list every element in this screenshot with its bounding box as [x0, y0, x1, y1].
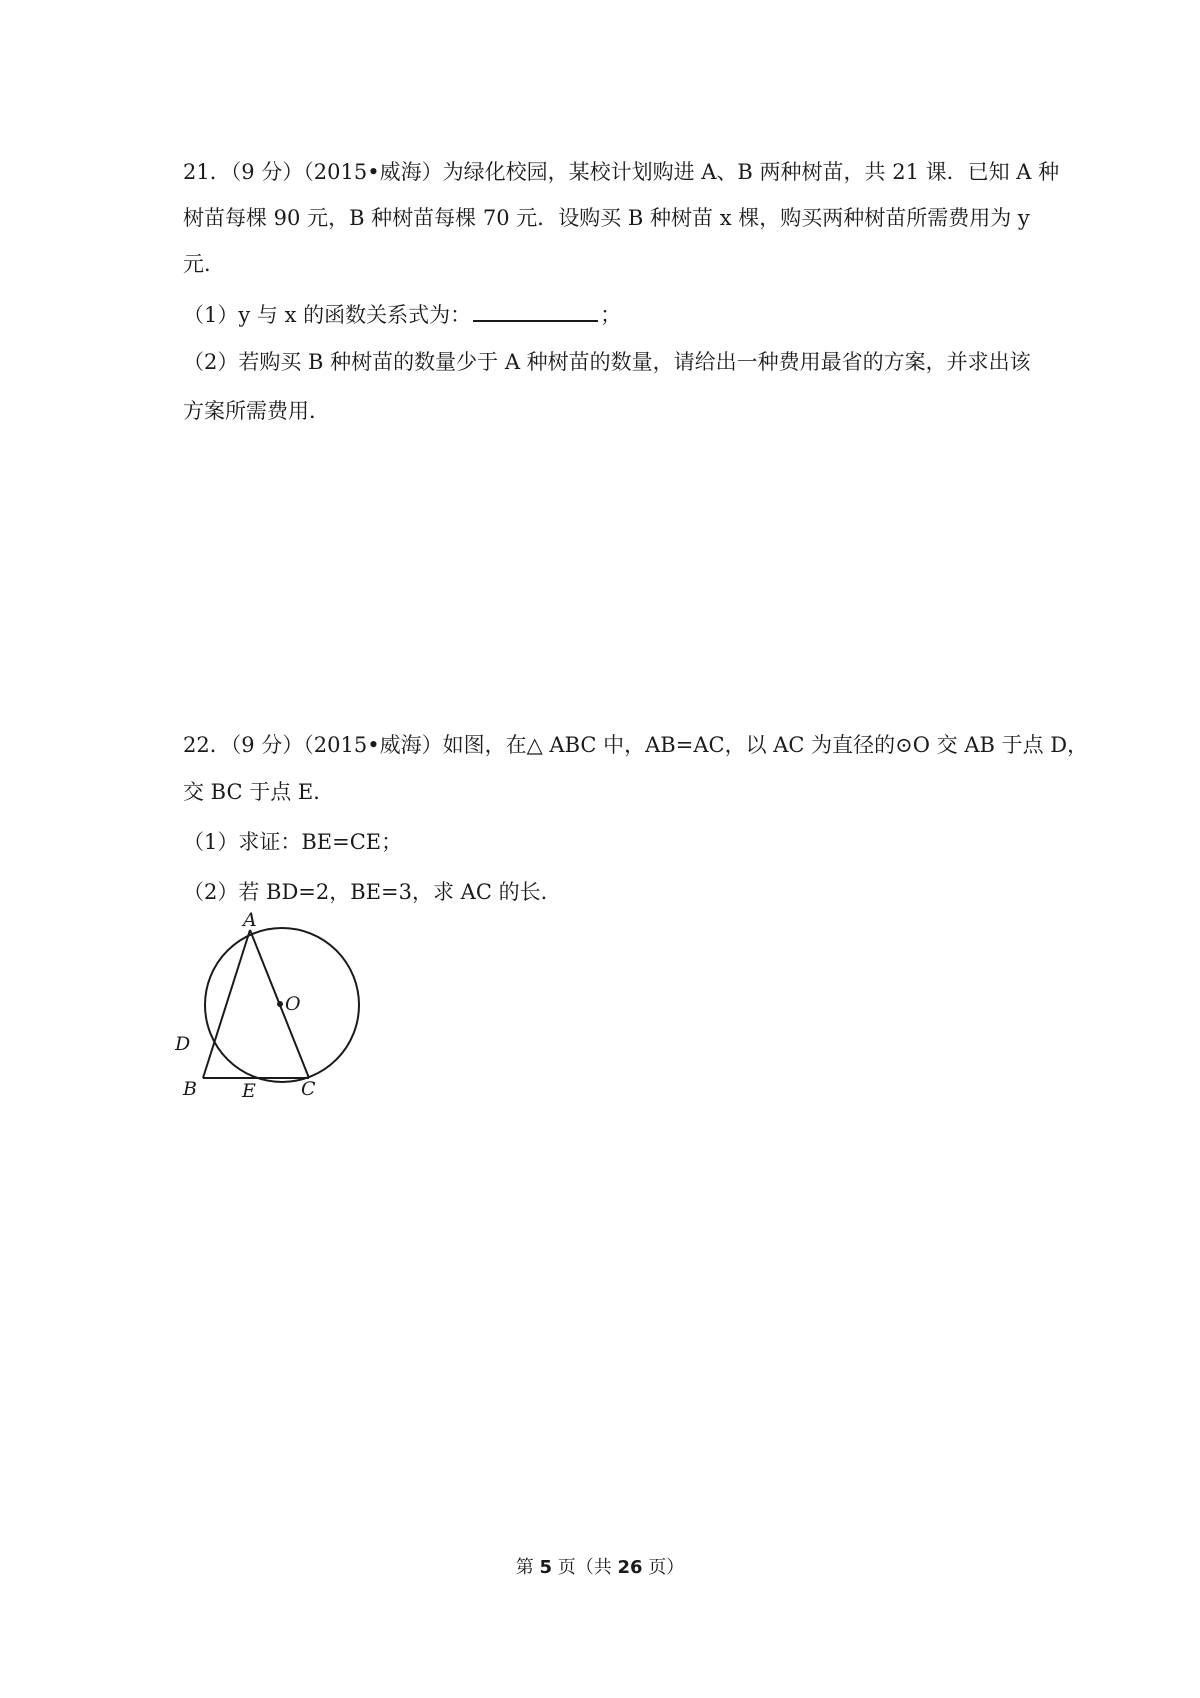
- q21-part-1-text: （1）y 与 x 的函数关系式为：: [183, 303, 472, 327]
- q21-line-1: 21．（9 分）（2015•威海）为绿化校园，某校计划购进 A、B 两种树苗，共 21 课．已知 A 种: [183, 160, 1060, 184]
- label-a: A: [243, 909, 257, 931]
- answer-blank: [473, 300, 598, 322]
- total-pages: 26: [617, 1557, 643, 1578]
- q22-line-2: 交 BC 于点 E．: [183, 780, 335, 804]
- label-o: O: [285, 993, 301, 1015]
- page-footer: [0, 1556, 1200, 1580]
- footer-middle: 页（共: [552, 1557, 618, 1578]
- label-d: D: [175, 1033, 191, 1055]
- q22-line-1: 22．（9 分）（2015•威海）如图，在△ ABC 中，AB=AC，以 AC 为直径的⊙O 交 AB 于点 D，: [183, 733, 1089, 757]
- label-c: C: [301, 1078, 316, 1100]
- q21-part-2-line-2: 方案所需费用．: [183, 399, 330, 423]
- q22-part-1: （1）求证：BE=CE；: [183, 830, 403, 854]
- label-e: E: [242, 1080, 256, 1100]
- q21-part-1: [183, 300, 621, 329]
- q21-line-2: 树苗每棵 90 元，B 种树苗每棵 70 元．设购买 B 种树苗 x 棵，购买两种树苗所需费用为 y: [183, 206, 1030, 230]
- footer-prefix: 第: [515, 1557, 540, 1578]
- page-number: 5: [539, 1557, 552, 1578]
- q22-part-2: （2）若 BD=2，BE=3，求 AC 的长．: [183, 880, 562, 904]
- label-b: B: [183, 1078, 197, 1100]
- q21-part-2-line-1: （2）若购买 B 种树苗的数量少于 A 种树苗的数量，请给出一种费用最省的方案，并求出该: [183, 350, 1031, 374]
- q21-part-1-end: ；: [600, 303, 622, 327]
- geometry-figure: [175, 900, 375, 1100]
- footer-suffix: 页）: [642, 1557, 685, 1578]
- center-point-o: [277, 1001, 283, 1007]
- q21-line-3: 元．: [183, 252, 225, 276]
